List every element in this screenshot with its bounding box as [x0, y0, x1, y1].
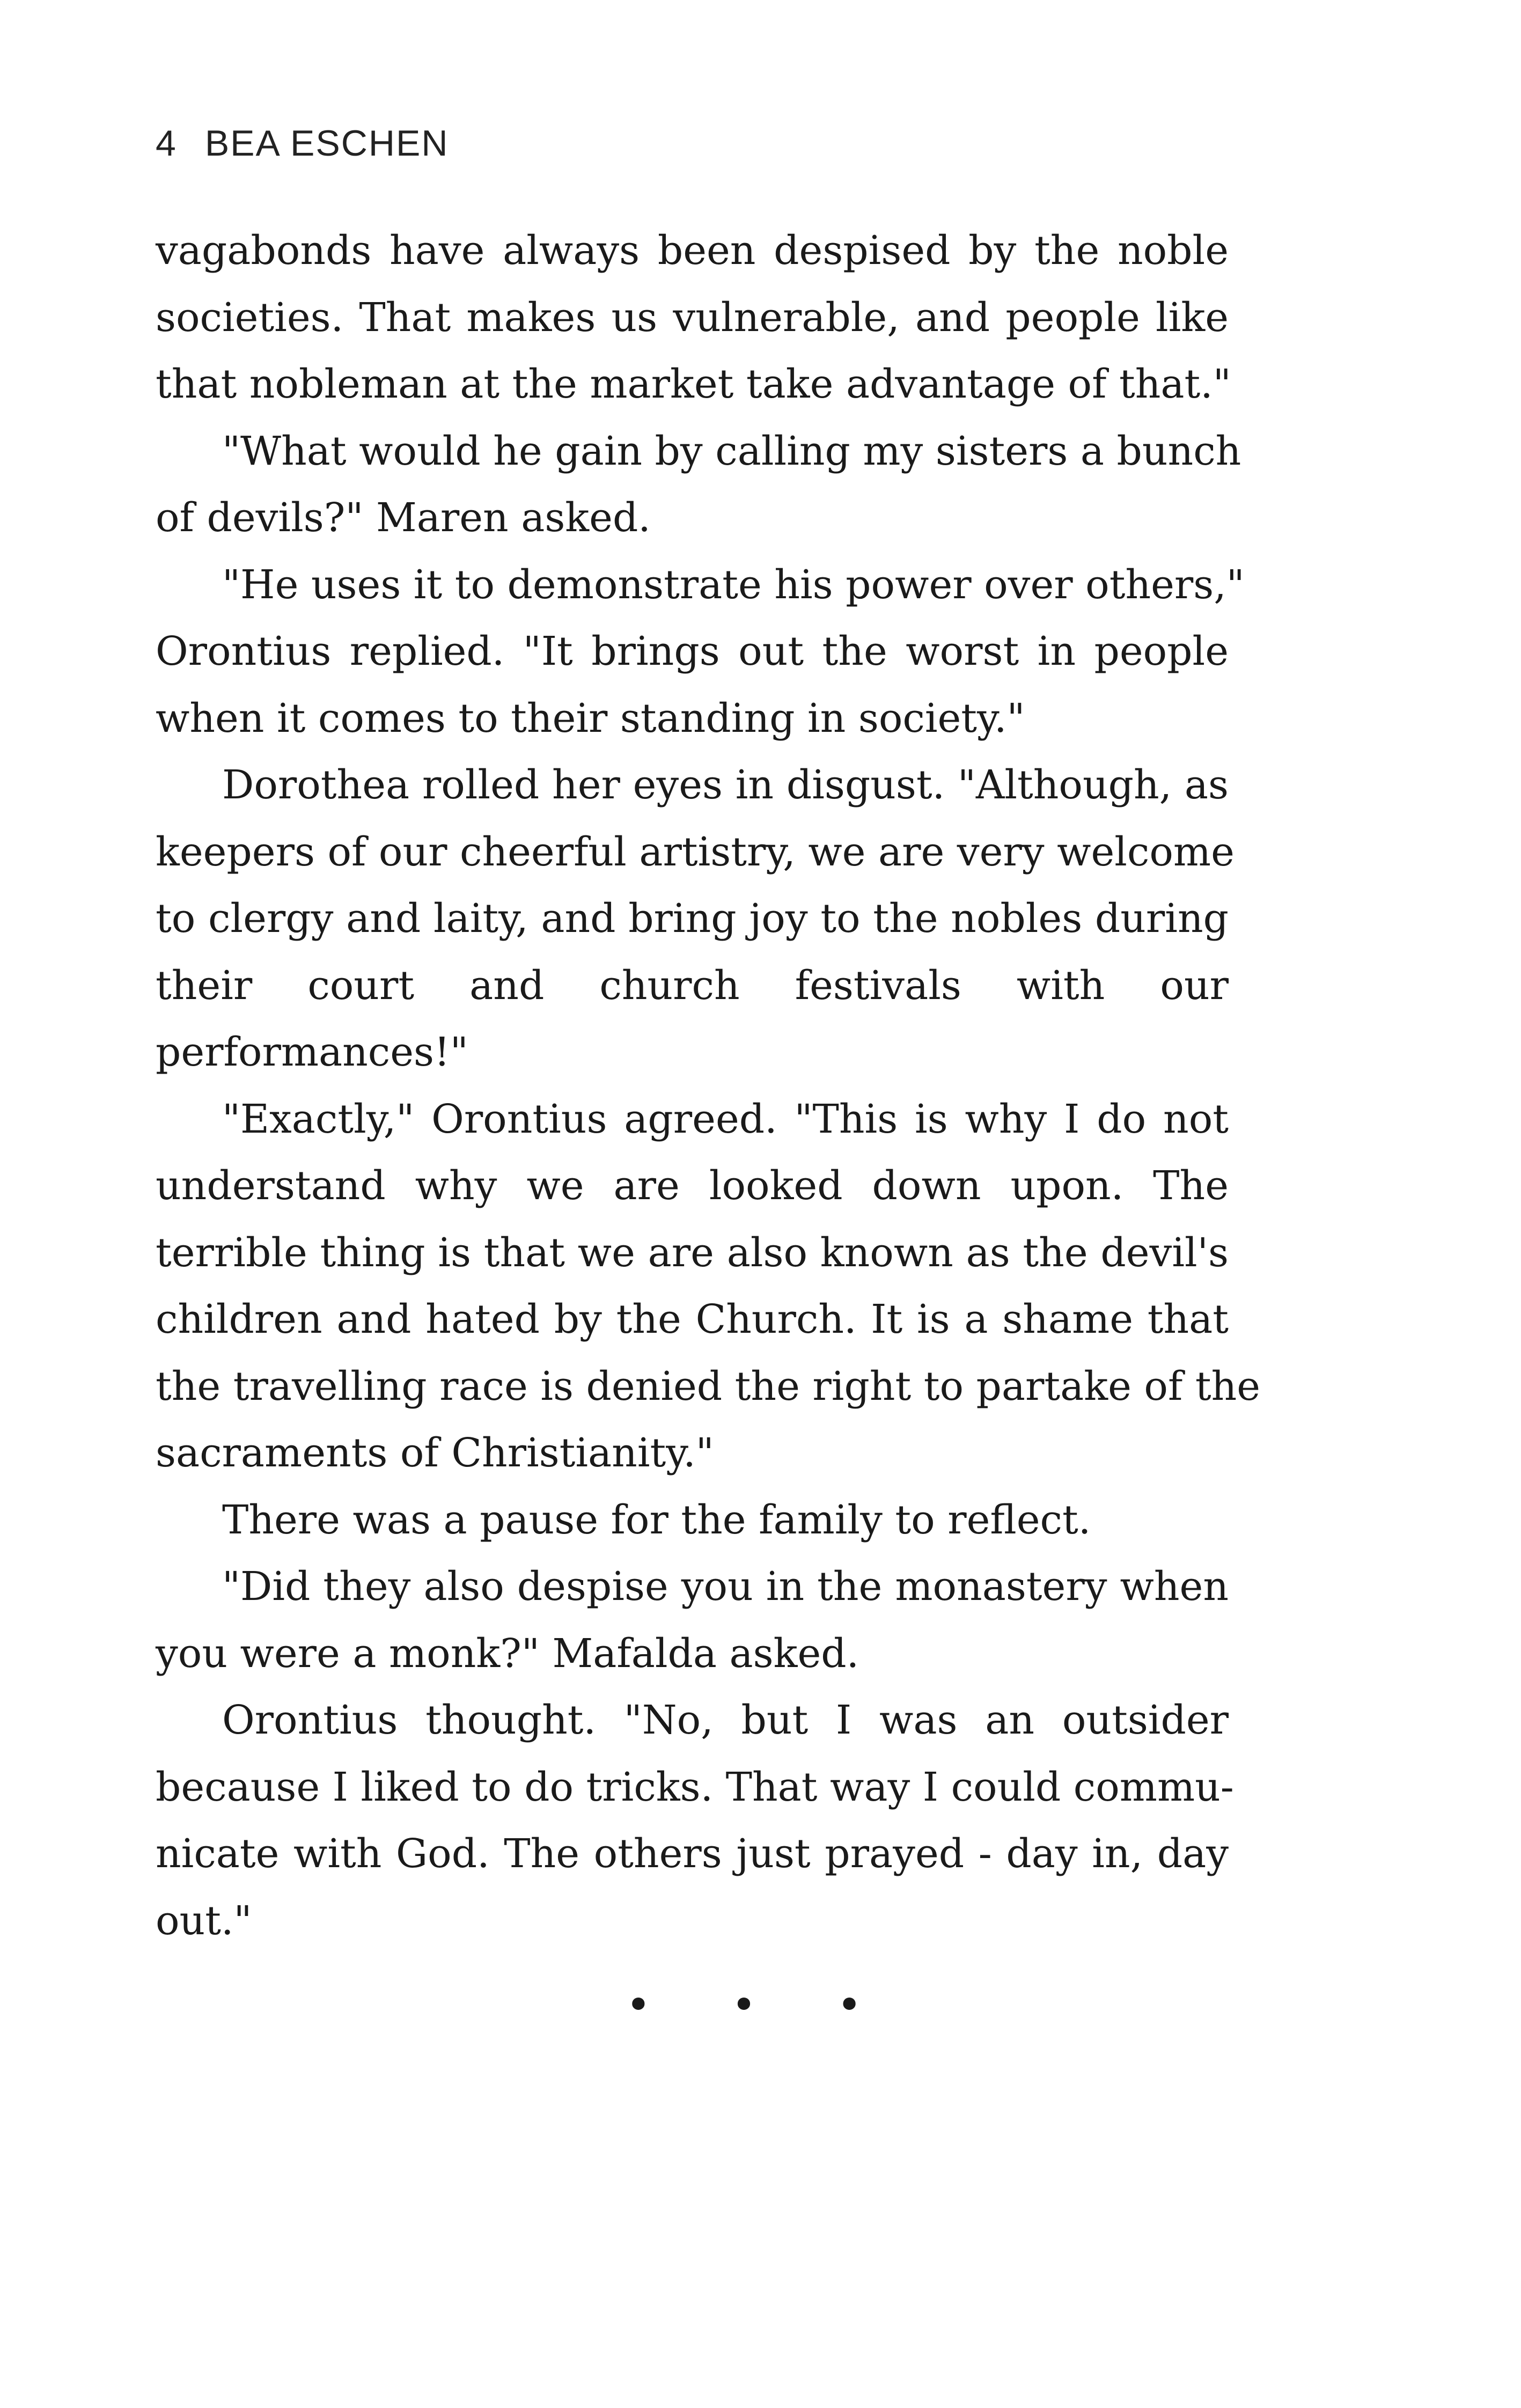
author-name: BEA ESCHEN: [204, 123, 449, 164]
text-line: There was a pause for the family to reflect.: [222, 1496, 1091, 1543]
section-separator: • • •: [626, 1980, 895, 2030]
text-line: vagabonds have always been despised by the noble: [156, 227, 1229, 274]
text-line: "Exactly," Orontius agreed. "This is why I do not: [222, 1096, 1229, 1142]
text-line: societies. That makes us vulnerable, and people like: [156, 294, 1229, 341]
page-number: 4: [156, 123, 177, 164]
text-line: to clergy and laity, and bring joy to the nobles during: [156, 895, 1229, 942]
text-line: Orontius replied. "It brings out the worst in people: [156, 628, 1229, 674]
paragraph: [156, 1487, 1229, 1554]
text-line: performances!": [156, 1029, 468, 1075]
text-line: Orontius thought. "No, but I was an outsider: [222, 1697, 1229, 1743]
text-line: "Did they also despise you in the monastery when: [222, 1563, 1229, 1610]
text-line: of devils?" Maren asked.: [156, 495, 651, 541]
text-line: Dorothea rolled her eyes in disgust. "Although, as: [222, 762, 1229, 808]
text-line: sacraments of Christianity.": [156, 1430, 714, 1476]
text-line: the travelling race is denied the right to partake of the: [156, 1363, 1261, 1409]
text-line: children and hated by the Church. It is a shame that: [156, 1296, 1229, 1342]
text-line: because I liked to do tricks. That way I could commu-: [156, 1764, 1234, 1810]
text-line: understand why we are looked down upon. The: [156, 1163, 1229, 1209]
text-line: that nobleman at the market take advantage of that.": [156, 361, 1231, 407]
text-line: nicate with God. The others just prayed - day in, day: [156, 1831, 1229, 1877]
text-line: you were a monk?" Mafalda asked.: [156, 1630, 859, 1677]
paragraph: [156, 1086, 1261, 1487]
running-header: [156, 122, 449, 164]
body-text: [156, 217, 1261, 1954]
text-line: terrible thing is that we are also known as the devil's: [156, 1229, 1229, 1276]
text-line: "He uses it to demonstrate his power over others,": [222, 561, 1245, 608]
text-line: when it comes to their standing in society.": [156, 695, 1025, 742]
paragraph: [156, 1687, 1234, 1954]
text-line: out.": [156, 1897, 252, 1944]
text-line: their court and church festivals with our: [156, 962, 1229, 1009]
paragraph: [156, 1553, 1229, 1687]
paragraph: [156, 552, 1245, 752]
text-line: "What would he gain by calling my sisters a bunch: [222, 428, 1241, 474]
paragraph: [156, 418, 1241, 552]
paragraph: [156, 752, 1235, 1086]
paragraph: [156, 217, 1229, 418]
text-line: keepers of our cheerful artistry, we are very welcome: [156, 828, 1235, 875]
